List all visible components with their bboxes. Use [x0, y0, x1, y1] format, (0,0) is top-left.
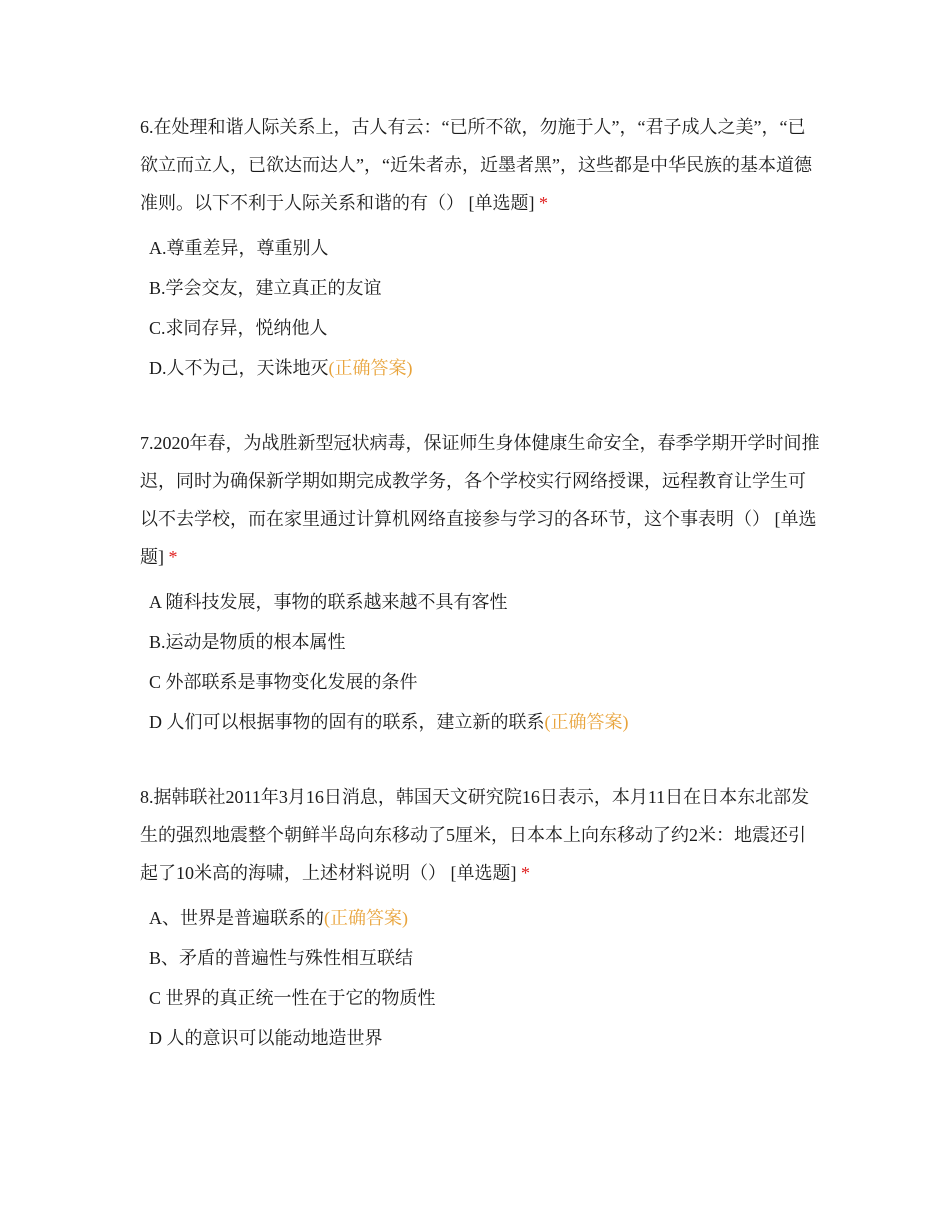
option-a[interactable] [140, 898, 820, 938]
correct-answer-tag: (正确答案) [324, 908, 408, 928]
option-label: B、矛盾的普遍性与殊性相互联结 [149, 948, 414, 968]
question-text [140, 108, 820, 222]
question-stem: 7.2020年春，为战胜新型冠状病毒，保证师生身体健康生命安全，春季学期开学时间推迟，同时为确保新学期如期完成教学务，各个学校实行网络授课，远程教育让学生可以不去学校，而在家里通过计算机网络直接参与学习的各环节，这个事表明（） [140, 433, 820, 529]
question-6 [140, 108, 820, 388]
question-stem: 6.在处理和谐人际关系上，古人有云：“已所不欲，勿施于人”，“君子成人之美”，“已欲立而立人，已欲达而达人”，“近朱者赤，近墨者黑”，这些都是中华民族的基本道德准则。以下不利于人际关系和谐的有（） [140, 117, 812, 213]
option-a[interactable] [140, 228, 820, 268]
correct-answer-tag: (正确答案) [544, 712, 629, 732]
question-text [140, 778, 820, 892]
question-7 [140, 424, 820, 742]
option-label: D.人不为己，天诛地灭 [149, 358, 329, 378]
option-c[interactable] [140, 978, 820, 1018]
quiz-page [140, 108, 820, 1058]
required-mark: * [539, 193, 548, 213]
option-list [140, 898, 820, 1058]
option-label: A 随科技发展，事物的联系越来越不具有客性 [149, 592, 508, 612]
option-b[interactable] [140, 938, 820, 978]
option-d[interactable] [140, 702, 820, 742]
option-label: A.尊重差异，尊重别人 [149, 238, 329, 258]
question-stem: 8.据韩联社2011年3月16日消息，韩国天文研究院16日表示，本月11日在日本东北部发生的强烈地震整个朝鲜半岛向东移动了5厘米，日本本上向东移动了约2米：地震还引起了10米高的海啸，上述材料说明（） [140, 787, 810, 883]
question-type-label: [单选题] [450, 863, 517, 883]
correct-answer-tag: (正确答案) [328, 358, 413, 378]
option-label: B.学会交友，建立真正的友谊 [149, 278, 382, 298]
option-b[interactable] [140, 268, 820, 308]
option-list [140, 582, 820, 742]
option-b[interactable] [140, 622, 820, 662]
question-divider-space [140, 742, 820, 778]
question-type-label: [单选题] [140, 509, 817, 567]
option-label: C.求同存异，悦纳他人 [149, 318, 328, 338]
question-type-label: [单选题] [468, 193, 535, 213]
option-c[interactable] [140, 308, 820, 348]
option-d[interactable] [140, 1018, 820, 1058]
option-label: A、世界是普遍联系的 [149, 908, 324, 928]
question-text [140, 424, 820, 576]
option-label: C 外部联系是事物变化发展的条件 [149, 672, 418, 692]
required-mark: * [521, 863, 530, 883]
question-divider-space [140, 388, 820, 424]
option-label: D 人们可以根据事物的固有的联系，建立新的联系 [149, 712, 545, 732]
option-label: D 人的意识可以能动地造世界 [149, 1028, 383, 1048]
option-d[interactable] [140, 348, 820, 388]
required-mark: * [168, 547, 178, 567]
question-8 [140, 778, 820, 1058]
option-c[interactable] [140, 662, 820, 702]
option-list [140, 228, 820, 388]
option-label: C 世界的真正统一性在于它的物质性 [149, 988, 436, 1008]
option-label: B.运动是物质的根本属性 [149, 632, 346, 652]
option-a[interactable] [140, 582, 820, 622]
